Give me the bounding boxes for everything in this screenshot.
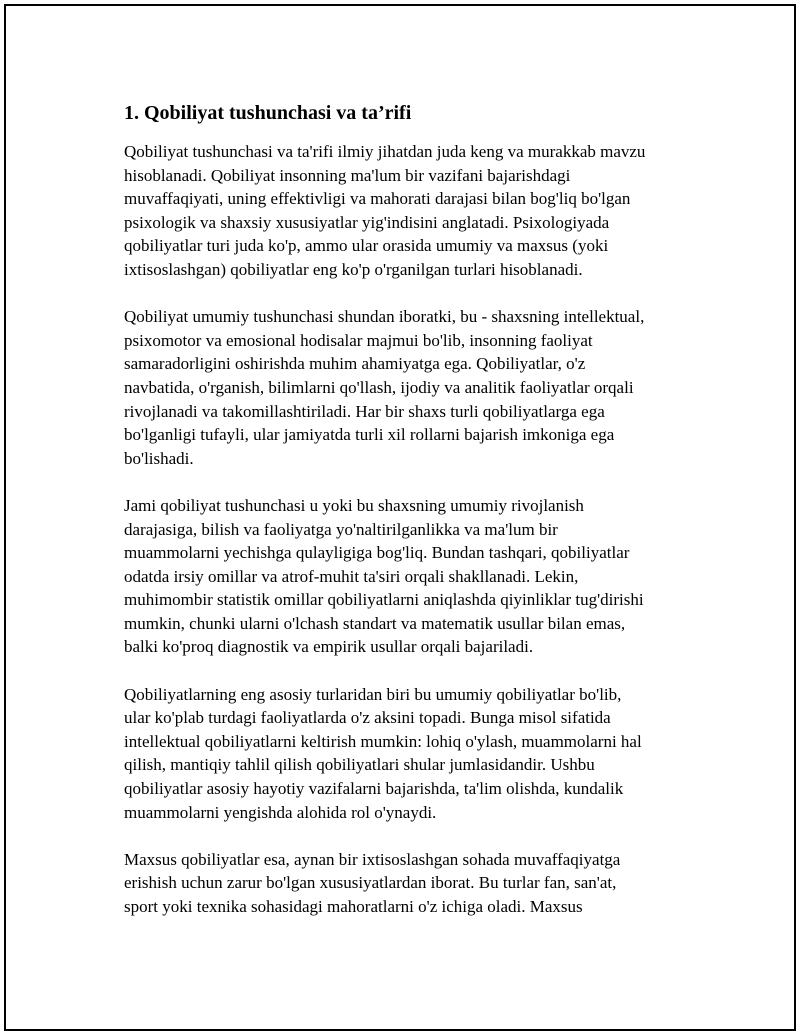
text-line: psixologik va shaxsiy xususiyatlar yig'indisini anglatadi. Psixologiyada [124, 212, 610, 232]
text-line: muammolarni yengishda alohida rol o'ynaydi. [124, 802, 437, 822]
text-line: intellektual qobiliyatlarni keltirish mumkin: lohiq o'ylash, muammolarni hal [124, 731, 642, 751]
text-line: Jami qobiliyat tushunchasi u yoki bu shaxsning umumiy rivojlanish [124, 495, 584, 515]
paragraph-5 [124, 848, 694, 919]
text-line: darajasiga, bilish va faoliyatga yo'naltirilganlikka va ma'lum bir [124, 519, 558, 539]
text-line: muvaffaqiyati, uning effektivligi va mahorati darajasi bilan bog'liq bo'lgan [124, 189, 631, 209]
page-frame [4, 4, 796, 1031]
text-line: navbatida, o'rganish, bilimlarni qo'llash, ijodiy va analitik faoliyatlar orqali [124, 377, 634, 397]
text-line: balki ko'proq diagnostik va empirik usullar orqali bajariladi. [124, 637, 534, 657]
text-line: qobiliyatlar turi juda ko'p, ammo ular orasida umumiy va maxsus (yoki [124, 236, 609, 256]
document-title: 1. Qobiliyat tushunchasi va ta’rifi [124, 102, 412, 124]
document-body [124, 101, 694, 942]
paragraph-2 [124, 305, 694, 470]
text-line: mumkin, chunki ularni o'lchash standart va matematik usullar bilan emas, [124, 613, 626, 633]
text-line: qilish, mantiqiy tahlil qilish qobiliyatlari shular jumlasidandir. Ushbu [124, 755, 595, 775]
text-line: sport yoki texnika sohasidagi mahoratlarni o'z ichiga oladi. Maxsus [124, 897, 583, 916]
text-line: Maxsus qobiliyatlar esa, aynan bir ixtisoslashgan sohada muvaffaqiyatga [124, 849, 621, 869]
text-line: ixtisoslashgan) qobiliyatlar eng ko'p o'rganilgan turlari hisoblanadi. [124, 259, 583, 279]
text-line: muhimombir statistik omillar qobiliyatlarni aniqlashda qiyinliklar tug'dirishi [124, 590, 644, 610]
text-line: samaradorligini oshirishda muhim ahamiyatga ega. Qobiliyatlar, o'z [124, 354, 586, 374]
text-line: bo'lganligi tufayli, ular jamiyatda turli xil rollarni bajarish imkoniga ega [124, 425, 615, 445]
paragraph-4 [124, 683, 694, 825]
text-line: Qobiliyat tushunchasi va ta'rifi ilmiy jihatdan juda keng va murakkab mavzu [124, 142, 646, 161]
text-line: Qobiliyatlarning eng asosiy turlaridan biri bu umumiy qobiliyatlar bo'lib, [124, 684, 622, 704]
text-line: rivojlanadi va takomillashtiriladi. Har bir shaxs turli qobiliyatlarga ega [124, 401, 605, 421]
text-line: erishish uchun zarur bo'lgan xususiyatlardan iborat. Bu turlar fan, san'at, [124, 873, 617, 893]
text-line: hisoblanadi. Qobiliyat insonning ma'lum bir vazifani bajarishdagi [124, 165, 571, 185]
paragraph-1 [124, 140, 694, 282]
text-line: Qobiliyat umumiy tushunchasi shundan iboratki, bu - shaxsning intellektual, [124, 307, 645, 327]
text-line: muammolarni yechishga qulayligiga bog'liq. Bundan tashqari, qobiliyatlar [124, 543, 630, 563]
paragraph-3 [124, 494, 694, 659]
text-line: ular ko'plab turdagi faoliyatlarda o'z aksini topadi. Bunga misol sifatida [124, 708, 611, 728]
text-line: bo'lishadi. [124, 448, 194, 468]
text-line: odatda irsiy omillar va atrof-muhit ta'siri orqali shakllanadi. Lekin, [124, 566, 579, 586]
text-line: qobiliyatlar asosiy hayotiy vazifalarni bajarishda, ta'lim olishda, kundalik [124, 779, 624, 799]
text-line: psixomotor va emosional hodisalar majmui bo'lib, insonning faoliyat [124, 330, 593, 350]
